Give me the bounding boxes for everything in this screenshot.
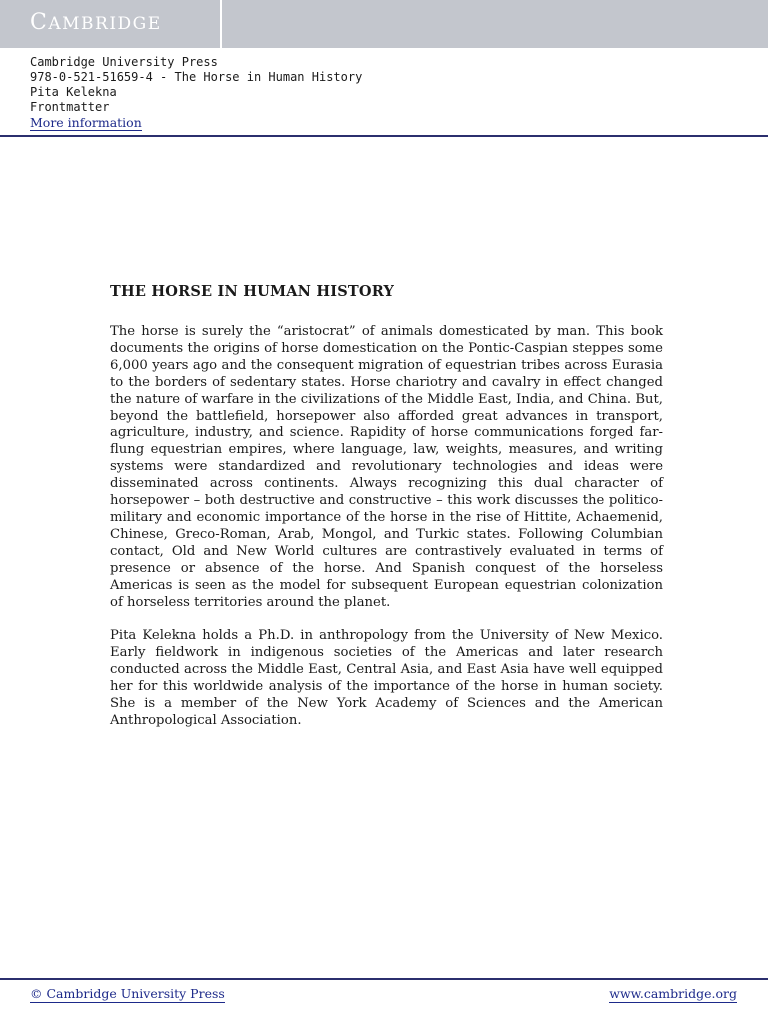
more-information-link[interactable]: More information bbox=[30, 115, 142, 130]
author-line: Pita Kelekna bbox=[30, 85, 117, 99]
footer-divider bbox=[0, 978, 768, 980]
logo-rest: AMBRIDGE bbox=[48, 14, 162, 34]
website-link[interactable]: www.cambridge.org bbox=[609, 986, 737, 1001]
book-title: THE HORSE IN HUMAN HISTORY bbox=[110, 283, 395, 300]
copyright-link[interactable]: © Cambridge University Press bbox=[30, 986, 225, 1001]
book-description-paragraph: The horse is surely the “aristocrat” of animals domesticated by man. This book documents the origins of horse domestication on the Pontic-Caspian steppes some 6,000 years ago and the consequent migration of equestrian tribes across Eurasia to the borders of sedentary states. Horse chariotry and cavalry in effect changed the nature of warfare in the civilizations of the Middle East, India, and China. But, beyond the battlefield, horsepower also afforded great advances in transport, agriculture, industry, and science. Rapidity of horse communications forged far-flung equestrian empires, where language, law, weights, measures, and writing systems were standardized and revolutionary technologies and ideas were disseminated across continents. Always recognizing this dual character of horsepower – both destructive and constructive – this work discusses the politico-military and economic importance of the horse in the rise of Hittite, Achaemenid, Chinese, Greco-Roman, Arab, Mongol, and Turkic states. Following Columbian contact, Old and New World cultures are contrastively evaluated in terms of presence or absence of the horse. And Spanish conquest of the horseless Americas is seen as the model for subsequent European equestrian colonization of horseless territories around the planet. bbox=[110, 324, 663, 610]
cambridge-logo bbox=[30, 10, 162, 37]
isbn-title-line: 978-0-521-51659-4 - The Horse in Human History bbox=[30, 70, 363, 84]
section-line: Frontmatter bbox=[30, 100, 110, 114]
publisher-line: Cambridge University Press bbox=[30, 55, 218, 69]
logo-initial: C bbox=[30, 10, 49, 35]
cambridge-banner bbox=[0, 0, 768, 48]
header-divider bbox=[0, 135, 768, 137]
logo-box bbox=[0, 0, 222, 48]
author-bio-paragraph: Pita Kelekna holds a Ph.D. in anthropology from the University of New Mexico. Early fieldwork in indigenous societies of the Americas and later research conducted across the Middle East, Central Asia, and East Asia have well equipped her for this worldwide analysis of the importance of the horse in human society. She is a member of the New York Academy of Sciences and the American Anthropological Association. bbox=[110, 628, 663, 728]
page-content bbox=[110, 280, 663, 747]
book-metadata bbox=[30, 55, 362, 131]
